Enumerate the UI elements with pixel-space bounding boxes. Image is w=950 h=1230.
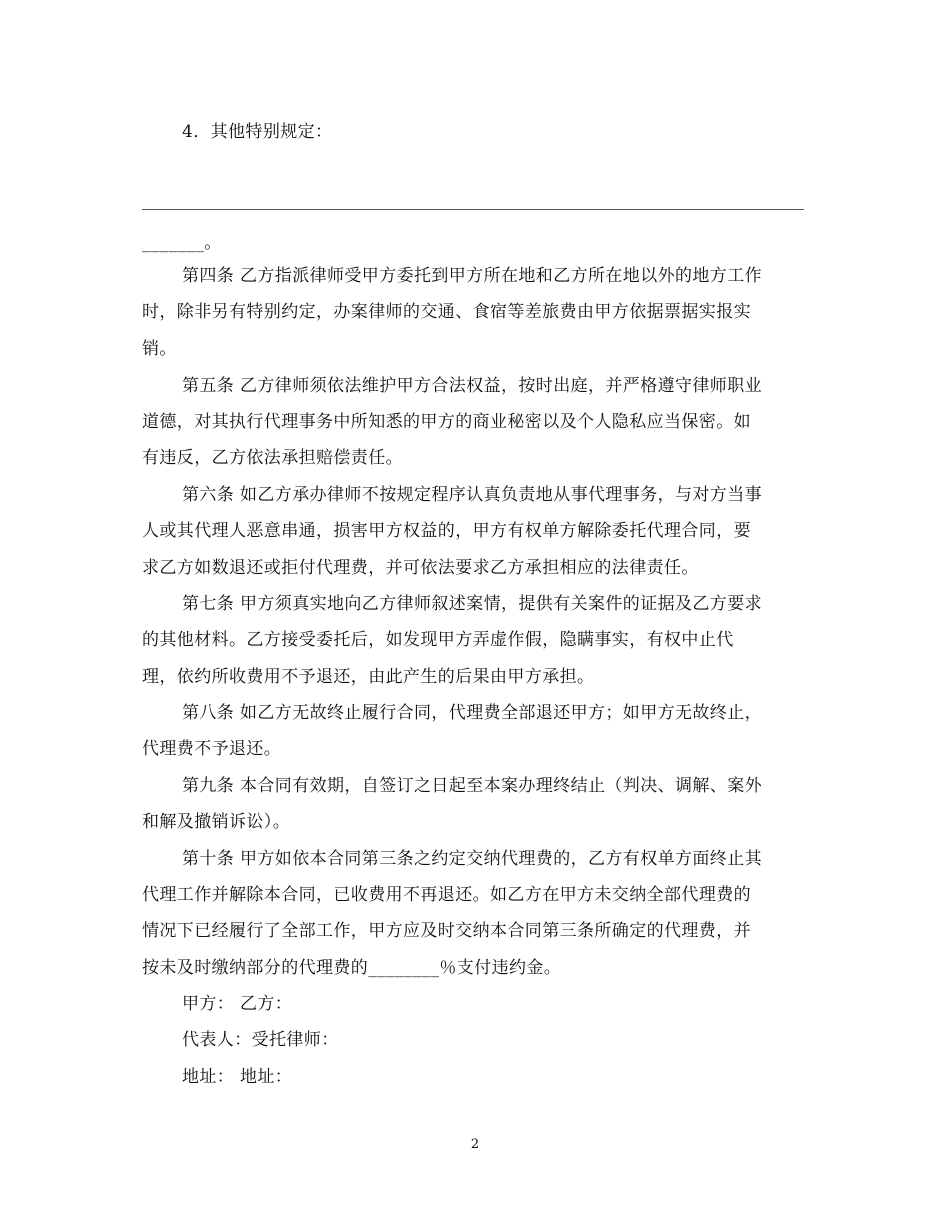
signature-address-line: 地址： 地址： bbox=[182, 1067, 293, 1087]
blank-fill-line bbox=[142, 209, 804, 210]
item-4-heading: 4．其他特别规定： bbox=[182, 122, 333, 142]
article-10-line-3: 情况下已经履行了全部工作，甲方应及时交纳本合同第三条所确定的代理费，并 bbox=[142, 921, 751, 941]
article-7-line-2: 的其他材料。乙方接受委托后，如发现甲方弄虚作假，隐瞒事实，有权中止代 bbox=[142, 630, 734, 650]
article-7-line-3: 理，依约所收费用不予退还，由此产生的后果由甲方承担。 bbox=[142, 667, 595, 687]
article-5-line-2: 道德，对其执行代理事务中所知悉的甲方的商业秘密以及个人隐私应当保密。如 bbox=[142, 412, 751, 432]
article-8-line-1: 第八条 如乙方无故终止履行合同，代理费全部退还甲方；如甲方无故终止， bbox=[182, 703, 763, 723]
article-8-line-2: 代理费不予退还。 bbox=[142, 739, 282, 759]
article-6-line-3: 求乙方如数退还或拒付代理费，并可依法要求乙方承担相应的法律责任。 bbox=[142, 558, 699, 578]
article-7-line-1: 第七条 甲方须真实地向乙方律师叙述案情，提供有关案件的证据及乙方要求 bbox=[182, 594, 763, 614]
article-9-line-2: 和解及撤销诉讼）。 bbox=[142, 812, 291, 832]
signature-representative-line: 代表人：受托律师： bbox=[182, 1030, 339, 1050]
article-4-line-2: 时，除非另有特别约定，办案律师的交通、食宿等差旅费由甲方依据票据实报实 bbox=[142, 302, 751, 322]
article-4-line-3: 销。 bbox=[142, 339, 177, 359]
article-10-line-4: 按未及时缴纳部分的代理费的________％支付违约金。 bbox=[142, 958, 562, 978]
article-4-line-1: 第四条 乙方指派律师受甲方委托到甲方所在地和乙方所在地以外的地方工作 bbox=[182, 266, 763, 286]
article-10-line-2: 代理工作并解除本合同，已收费用不再退还。如乙方在甲方未交纳全部代理费的 bbox=[142, 885, 751, 905]
page-number: 2 bbox=[470, 1137, 480, 1152]
article-6-line-2: 人或其代理人恶意串通，损害甲方权益的，甲方有权单方解除委托代理合同，要 bbox=[142, 521, 751, 541]
signature-party-line: 甲方： 乙方： bbox=[182, 994, 293, 1014]
article-10-line-1: 第十条 甲方如依本合同第三条之约定交纳代理费的，乙方有权单方面终止其 bbox=[182, 849, 763, 869]
article-5-line-1: 第五条 乙方律师须依法维护甲方合法权益，按时出庭，并严格遵守律师职业 bbox=[182, 376, 763, 396]
blank-fill-tail: _______。 bbox=[142, 233, 222, 253]
article-5-line-3: 有违反，乙方依法承担赔偿责任。 bbox=[142, 448, 403, 468]
article-9-line-1: 第九条 本合同有效期，自签订之日起至本案办理终结止（判决、调解、案外 bbox=[182, 776, 763, 796]
article-6-line-1: 第六条 如乙方承办律师不按规定程序认真负责地从事代理事务，与对方当事 bbox=[182, 485, 763, 505]
